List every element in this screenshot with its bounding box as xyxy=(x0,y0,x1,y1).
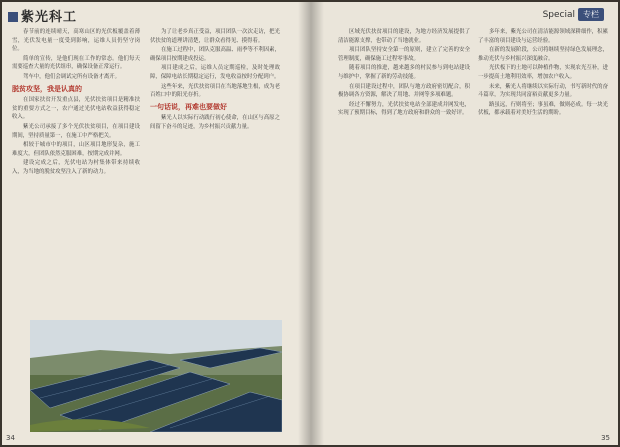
section-heading: 一句话说，再难也要做好 xyxy=(150,102,227,111)
magazine-spread xyxy=(2,2,618,445)
paragraph: 相较于城市中的项目，山区项目地形复杂，施工难度大，但团队依然克服困难，按期完成并网。 xyxy=(12,142,140,157)
right-page xyxy=(310,2,618,445)
masthead xyxy=(8,6,77,25)
section-heading: 脱贫攻坚，我是认真的 xyxy=(12,84,82,93)
paragraph: 未来，紫光人将继续以实际行动，书写新时代的奋斗篇章，为实现共同富裕贡献更多力量。 xyxy=(478,83,608,99)
section-label: Special xyxy=(542,10,575,20)
right-column-2 xyxy=(478,28,608,428)
paragraph: 为了让老乡真正受益，项目团队一次次走访，把光伏扶贫的道理讲清楚，让群众看得见、摸得着。 xyxy=(150,29,280,44)
section-title: 专栏 xyxy=(578,8,604,21)
solar-panel-photo xyxy=(30,320,282,432)
page-number-left: 34 xyxy=(6,434,15,442)
right-column-1 xyxy=(338,28,470,428)
paragraph: 路虽远，行则将至；事虽难，做则必成。每一块光伏板，都承载着对美好生活的期盼。 xyxy=(478,101,608,117)
paragraph: 在项目建设过程中，团队与地方政府密切配合，积极协调各方资源，解决了用地、并网等多项难题。 xyxy=(338,83,470,99)
solar-panel-illustration xyxy=(30,320,282,432)
paragraph: 驾车中，他们会调试完所有设备才离开。 xyxy=(23,73,121,80)
masthead-logo-icon xyxy=(8,12,18,22)
paragraph: 项目团队坚持安全第一的原则，建立了完善的安全管理制度，确保施工过程零事故。 xyxy=(338,47,470,62)
left-column-1 xyxy=(12,28,140,318)
book-gutter xyxy=(298,2,324,445)
paragraph: 在新的发展阶段，公司将继续坚持绿色发展理念，推动光伏与乡村振兴深度融合。 xyxy=(478,47,608,62)
paragraph: 随着项目的推进，越来越多的村民参与到电站建设与维护中，掌握了新的劳动技能。 xyxy=(338,65,470,80)
page-number-right: 35 xyxy=(601,434,610,442)
paragraph: 光伏板下的土地可以种植作物，实现农光互补，进一步提高土地利用效率，增加农户收入。 xyxy=(478,65,608,80)
left-page xyxy=(2,2,310,445)
paragraph: 项目建成之后，运维人员定期巡检，及时处理故障，保障电站长期稳定运行，发电收益按时分配到户。 xyxy=(150,65,280,80)
paragraph: 这些年来，光伏扶贫项目在当地落地生根，成为老百姓口中的阳光存折。 xyxy=(150,83,280,99)
paragraph: 在国家扶贫开发重点县，光伏扶贫项目是精准扶贫的重要方式之一，农户通过光伏电站收益获得稳定收入。 xyxy=(12,97,140,121)
paragraph: 紫光公司承接了多个光伏扶贫项目，在项目建设期间，坚持质量第一，在施工中严格把关。 xyxy=(12,123,140,139)
paragraph: 建设完成之后，光伏电站为村集体带来持续收入，为当地的脱贫攻坚注入了新的动力。 xyxy=(12,160,140,175)
paragraph: 区域光伏扶贫项目的建设，为地方经济发展提供了清洁能源支撑，也带动了当地就业。 xyxy=(338,29,470,44)
paragraph: 紫光人以实际行动践行初心使命，在山区与高原之间留下奋斗的足迹，为乡村振兴贡献力量。 xyxy=(150,115,280,130)
section-tag xyxy=(543,8,604,21)
paragraph: 春节前的连续晴天，高寒山区的光伏板覆盖着薄雪，光伏发电量一度受到影响，运维人员仍坚守岗位。 xyxy=(12,29,140,53)
left-column-2 xyxy=(150,28,280,318)
masthead-title: 紫光科工 xyxy=(21,10,78,25)
paragraph: 经过不懈努力，光伏扶贫电站全部建成并网发电，实现了预期目标，得到了地方政府和群众的一致好评。 xyxy=(338,101,470,117)
paragraph: 在施工过程中，团队克服高温、雨季等不利因素，确保项目按期建成投运。 xyxy=(150,47,280,62)
paragraph: 多年来，紫光公司在清洁能源领域深耕细作，积累了丰富的项目建设与运营经验。 xyxy=(478,29,608,44)
paragraph: 简单的宣传，是他们现在工作的常态。他们每天需要巡查大量的光伏组串，确保设备正常运行。 xyxy=(12,55,140,71)
